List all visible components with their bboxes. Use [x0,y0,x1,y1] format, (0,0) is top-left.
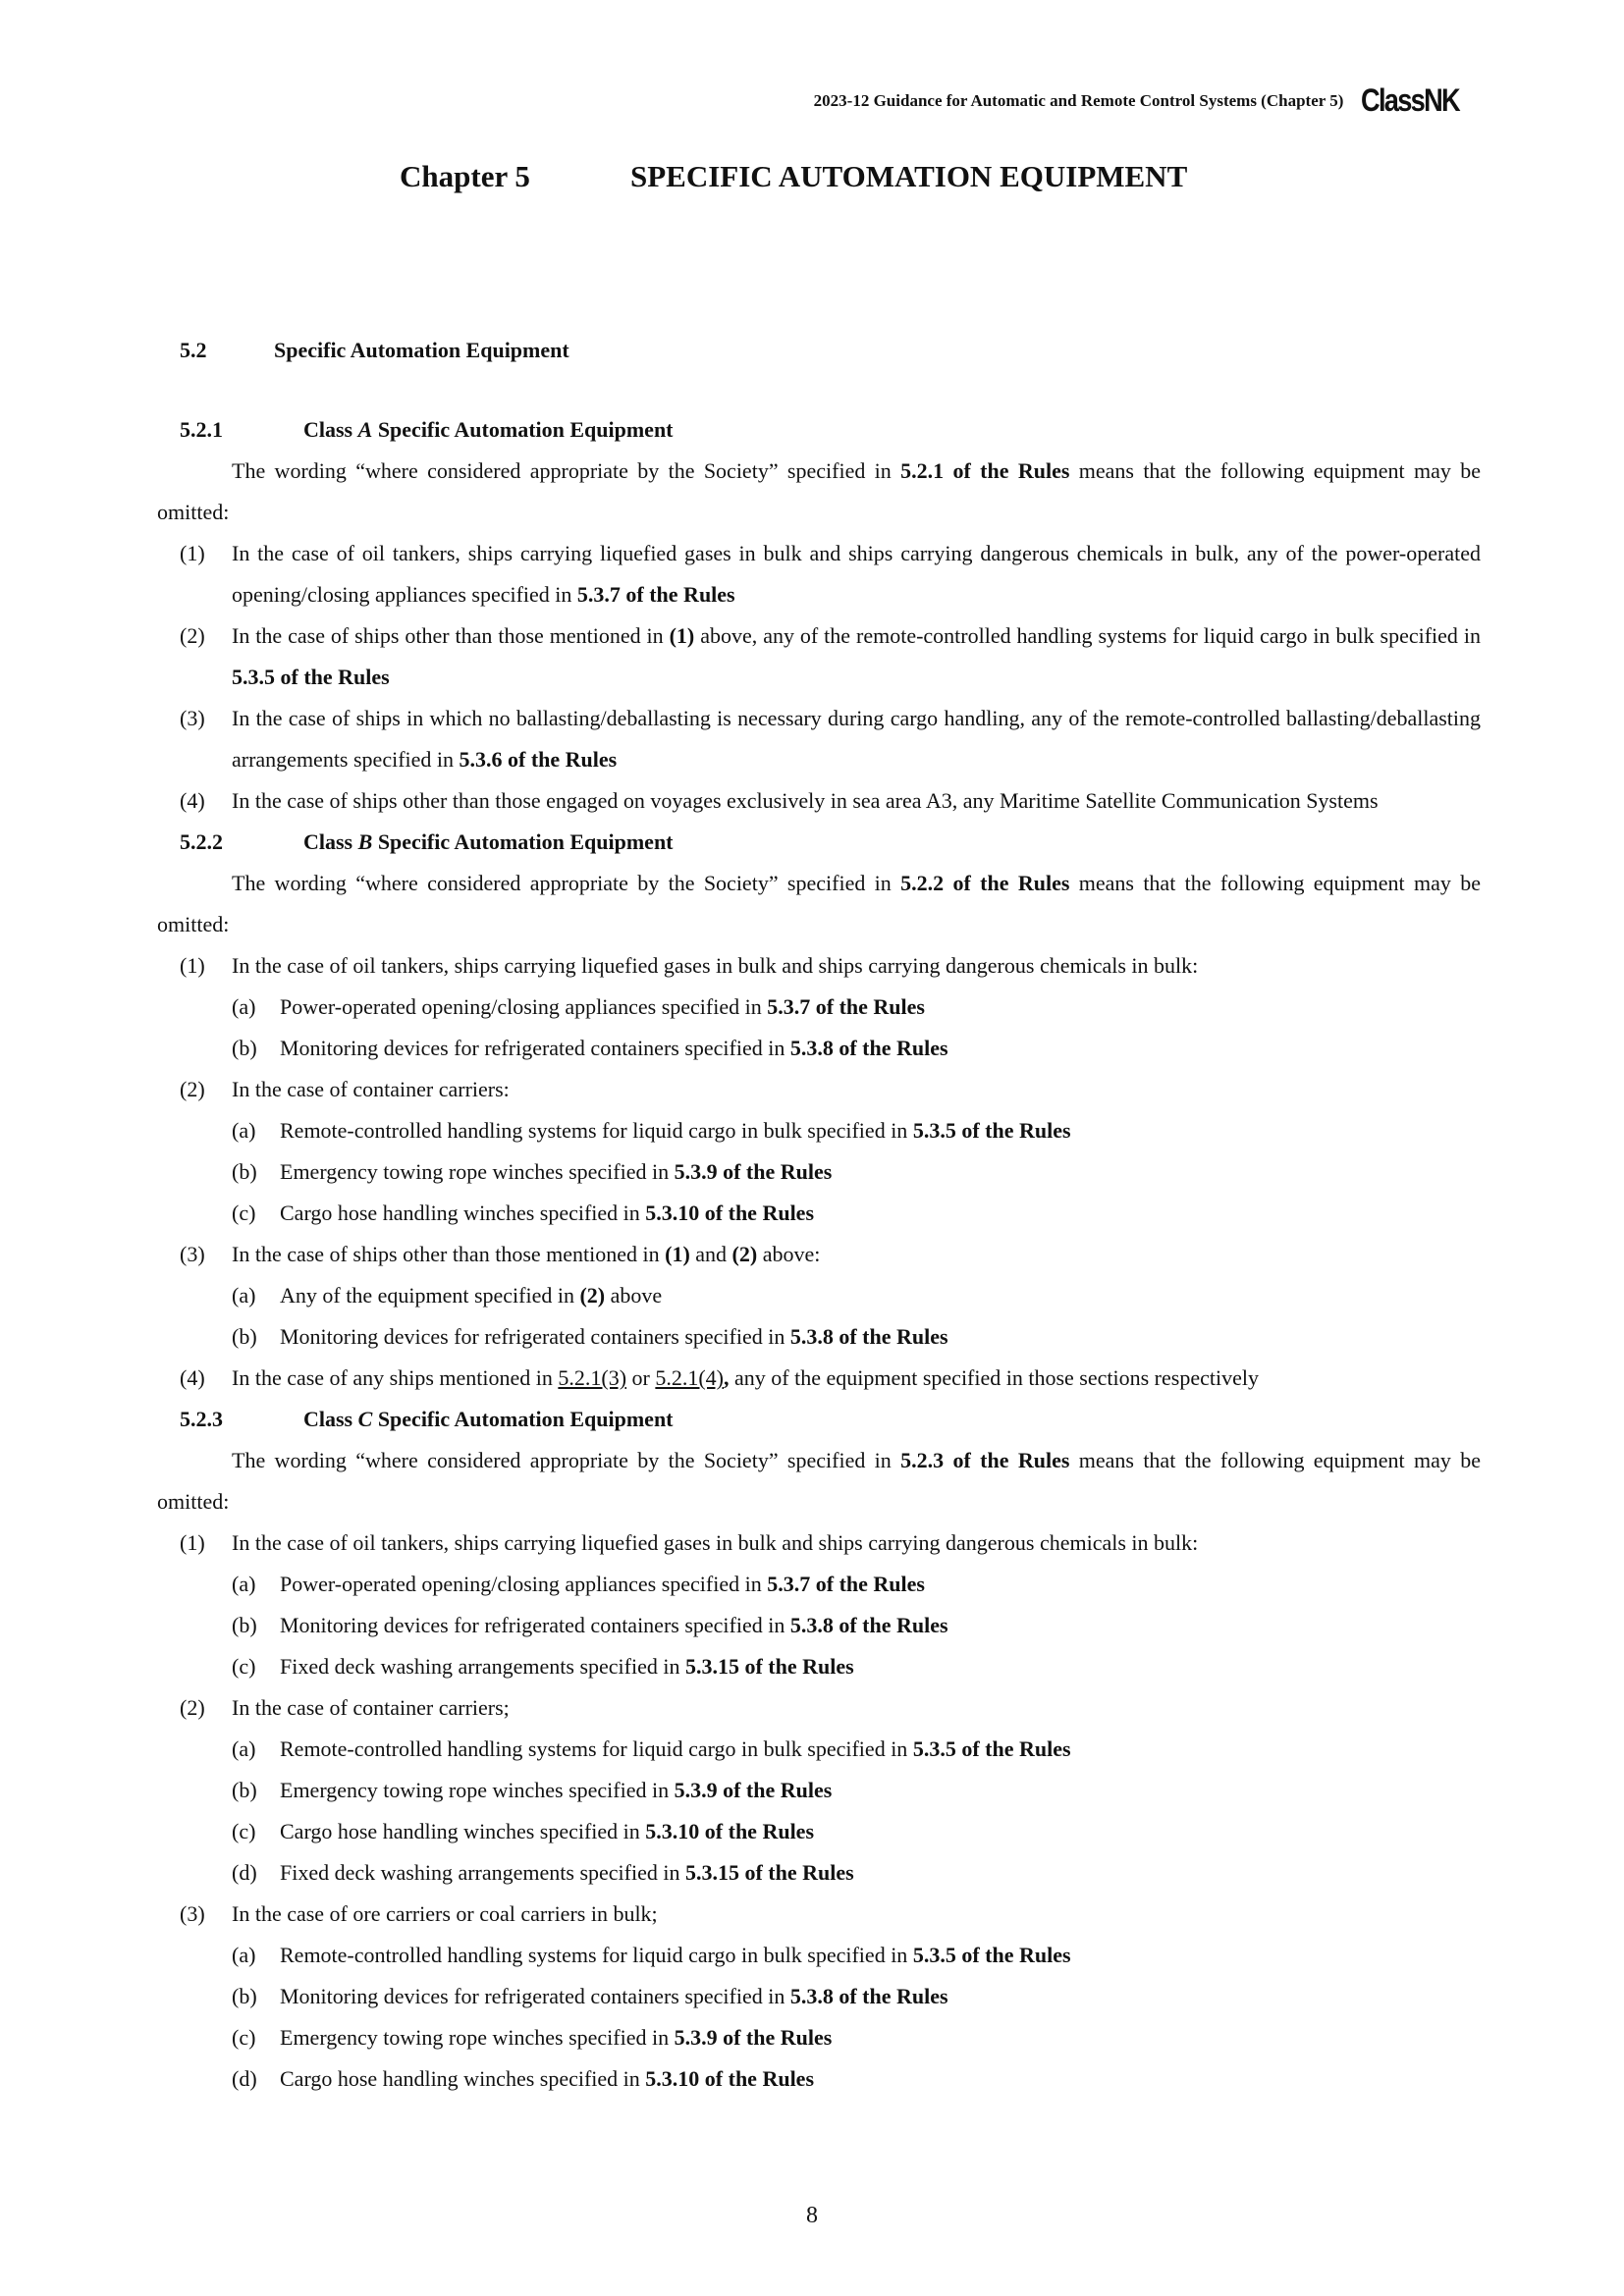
sub-item-text [280,1819,814,1843]
intro-paragraph [157,451,1481,533]
rule-reference: 5.2.1 of the Rules [900,458,1070,483]
text-run: In the case of container carriers: [232,1077,510,1101]
rule-reference: 5.3.9 of the Rules [674,1159,833,1184]
text-run: any of the equipment specified in those sections respectively [729,1365,1259,1390]
sub-item-label: (a) [232,1943,256,1967]
item-text [232,1530,1198,1555]
list-item [157,1894,1481,1935]
text-run: Any of the equipment specified in [280,1283,580,1308]
text-run: means that the following equipment may be omitted: [157,871,1481,936]
sub-item-label: (d) [232,2066,257,2091]
list-item [157,698,1481,780]
rule-reference: 5.3.8 of the Rules [789,1613,948,1637]
rule-reference: 5.3.8 of the Rules [789,1036,948,1060]
section-title: Specific Automation Equipment [274,338,569,362]
item-text [232,788,1379,813]
rule-reference: 5.3.7 of the Rules [767,1572,925,1596]
item-text [232,623,1481,689]
text-run: Cargo hose handling winches specified in [280,1201,646,1225]
text-run: Monitoring devices for refrigerated containers specified in [280,1984,790,2008]
item-text [232,1242,820,1266]
list-item [157,780,1481,822]
rule-reference: 5.3.5 of the Rules [912,1736,1071,1761]
list-item [157,1522,1481,1564]
text-run: Monitoring devices for refrigerated containers specified in [280,1613,790,1637]
sub-item-label: (b) [232,1778,257,1802]
item-label: (2) [180,1695,205,1720]
sub-item [157,1646,1481,1687]
item-text [232,1901,658,1926]
text-run: The wording “where considered appropriate by the Society” specified in [232,1448,901,1472]
text-run: In the case of ships other than those mentioned in [232,1242,666,1266]
rule-reference: 5.3.5 of the Rules [912,1943,1071,1967]
rule-reference: 5.2.3 of the Rules [900,1448,1070,1472]
text-run: above [605,1283,663,1308]
subsection-title-suffix: Specific Automation Equipment [372,829,674,854]
subsection-title [303,409,674,451]
subsection-title [303,822,674,863]
rule-reference: 5.3.9 of the Rules [674,1778,833,1802]
text-run: Remote-controlled handling systems for liquid cargo in bulk specified in [280,1736,913,1761]
intro-paragraph [157,863,1481,945]
chapter-number: Chapter 5 [400,159,530,193]
sub-item [157,2017,1481,2058]
sub-item [157,1811,1481,1852]
sub-item [157,1110,1481,1151]
sub-item-label: (a) [232,1736,256,1761]
text-run: In the case of oil tankers, ships carrying liquefied gases in bulk and ships carrying dangerous chemicals in bulk: [232,953,1199,978]
item-label: (4) [180,788,205,813]
text-run: Power-operated opening/closing appliances specified in [280,994,768,1019]
rule-reference: 5.3.8 of the Rules [789,1984,948,2008]
subsection-number: 5.2.3 [180,1407,223,1431]
text-run: Remote-controlled handling systems for liquid cargo in bulk specified in [280,1118,913,1143]
sub-item [157,1151,1481,1193]
document-body [157,409,1481,2100]
sub-item-text [280,1943,1071,1967]
subsection-class-letter: A [357,417,373,442]
text-run: Remote-controlled handling systems for liquid cargo in bulk specified in [280,1943,913,1967]
text-run: In the case of ships other than those engaged on voyages exclusively in sea area A3, any Maritime Satellite Communication Systems [232,788,1379,813]
sub-item-label: (c) [232,1819,256,1843]
text-run: means that the following equipment may be omitted: [157,458,1481,524]
text-run: Monitoring devices for refrigerated containers specified in [280,1324,790,1349]
item-label: (3) [180,706,205,730]
subsection-title-suffix: Specific Automation Equipment [372,417,674,442]
sub-item [157,1770,1481,1811]
sub-item-text [280,1201,814,1225]
item-text [232,541,1481,607]
sub-item-text [280,2025,832,2050]
rule-reference: , [724,1365,730,1390]
rule-reference: 5.3.8 of the Rules [789,1324,948,1349]
text-run: Cargo hose handling winches specified in [280,1819,646,1843]
sub-item-text [280,994,925,1019]
sub-item [157,1275,1481,1316]
item-text [232,1077,510,1101]
item-text [232,1695,510,1720]
text-run: In the case of any ships mentioned in [232,1365,559,1390]
item-label: (3) [180,1242,205,1266]
subsection-title-prefix: Class [303,829,358,854]
rule-reference: 5.3.10 of the Rules [645,2066,815,2091]
rule-reference: 5.3.10 of the Rules [645,1201,815,1225]
classnk-logo: ClassNK [1361,82,1460,118]
rule-reference: 5.3.7 of the Rules [576,582,735,607]
item-text [232,953,1198,978]
item-text [232,706,1481,772]
sub-item [157,1193,1481,1234]
rule-reference: 5.3.15 of the Rules [684,1860,854,1885]
sub-item-text [280,1572,925,1596]
section-number: 5.2 [180,338,207,362]
subsection-number: 5.2.2 [180,829,223,854]
sub-item [157,1605,1481,1646]
sub-item-label: (b) [232,1984,257,2008]
list-item [157,1234,1481,1275]
subsection-heading [157,1399,1481,1440]
text-run: Power-operated opening/closing appliances specified in [280,1572,768,1596]
sub-item [157,1729,1481,1770]
rule-reference: 5.3.9 of the Rules [674,2025,833,2050]
sub-item-label: (c) [232,2025,256,2050]
sub-item [157,2058,1481,2100]
sub-item-text [280,1654,854,1679]
sub-item-label: (a) [232,1283,256,1308]
sub-item [157,1316,1481,1358]
text-run: The wording “where considered appropriate by the Society” specified in [232,458,901,483]
intro-paragraph [157,1440,1481,1522]
item-label: (1) [180,953,205,978]
sub-item-text [280,1736,1071,1761]
rule-reference: (2) [579,1283,606,1308]
text-run: Cargo hose handling winches specified in [280,2066,646,2091]
text-run: Emergency towing rope winches specified in [280,1159,675,1184]
sub-item [157,987,1481,1028]
rule-reference: 5.3.15 of the Rules [684,1654,854,1679]
sub-item-label: (c) [232,1201,256,1225]
sub-item [157,1564,1481,1605]
item-label: (1) [180,541,205,565]
item-label: (3) [180,1901,205,1926]
text-run: In the case of oil tankers, ships carrying liquefied gases in bulk and ships carrying dangerous chemicals in bulk: [232,1530,1199,1555]
text-run: Emergency towing rope winches specified in [280,1778,675,1802]
item-label: (2) [180,623,205,648]
rule-reference: (1) [669,623,695,648]
sub-item [157,1976,1481,2017]
rule-reference: (1) [665,1242,690,1266]
sub-item-label: (a) [232,1572,256,1596]
sub-item-label: (c) [232,1654,256,1679]
text-run: means that the following equipment may be omitted: [157,1448,1481,1514]
text-run: In the case of ships other than those mentioned in [232,623,670,648]
sub-item-text [280,1860,854,1885]
sub-item-label: (b) [232,1324,257,1349]
cross-reference-link[interactable]: 5.2.1(4) [655,1365,725,1390]
chapter-title: SPECIFIC AUTOMATION EQUIPMENT [630,159,1188,193]
sub-item-label: (a) [232,994,256,1019]
sub-item-text [280,1283,662,1308]
text-run: In the case of ore carriers or coal carriers in bulk; [232,1901,658,1926]
section-heading [180,330,569,371]
subsection-class-letter: B [357,829,373,854]
text-run: Fixed deck washing arrangements specified in [280,1654,685,1679]
sub-item-text [280,2066,814,2091]
text-run: above, any of the remote-controlled handling systems for liquid cargo in bulk specified in [694,623,1481,648]
list-item [157,615,1481,698]
rule-reference: 5.3.7 of the Rules [767,994,925,1019]
sub-item-label: (b) [232,1613,257,1637]
sub-item-label: (b) [232,1159,257,1184]
rule-reference: 5.3.5 of the Rules [912,1118,1071,1143]
subsection-heading [157,409,1481,451]
rule-reference: 5.3.5 of the Rules [232,665,390,689]
sub-item-text [280,1036,948,1060]
sub-item-label: (a) [232,1118,256,1143]
subsection-heading [157,822,1481,863]
sub-item-label: (b) [232,1036,257,1060]
text-run: above: [757,1242,821,1266]
subsection-title-prefix: Class [303,1407,358,1431]
subsection-class-letter: C [357,1407,373,1431]
item-label: (1) [180,1530,205,1555]
text-run: In the case of ships in which no ballasting/deballasting is necessary during cargo handling, any of the remote-controlled ballasting/deballasting arrangements specified in [232,706,1481,772]
header-title: 2023-12 Guidance for Automatic and Remote Control Systems (Chapter 5) [813,90,1344,110]
list-item [157,533,1481,615]
sub-item [157,1028,1481,1069]
running-header [814,82,1477,119]
cross-reference-link[interactable]: 5.2.1(3) [558,1365,627,1390]
rule-reference: (2) [731,1242,758,1266]
list-item [157,945,1481,987]
sub-item-text [280,1324,948,1349]
text-run: In the case of container carriers; [232,1695,510,1720]
sub-item-text [280,1778,832,1802]
list-item [157,1687,1481,1729]
subsection-title-prefix: Class [303,417,358,442]
text-run: The wording “where considered appropriate by the Society” specified in [232,871,901,895]
rule-reference: 5.3.10 of the Rules [645,1819,815,1843]
rule-reference: 5.3.6 of the Rules [459,747,618,772]
subsection-number: 5.2.1 [180,417,223,442]
list-item [157,1069,1481,1110]
subsection-title-suffix: Specific Automation Equipment [372,1407,674,1431]
item-text [232,1365,1259,1390]
text-run: Emergency towing rope winches specified in [280,2025,675,2050]
text-run: and [689,1242,732,1266]
page-number: 8 [806,2203,818,2228]
text-run: Monitoring devices for refrigerated containers specified in [280,1036,790,1060]
sub-item-label: (d) [232,1860,257,1885]
sub-item-text [280,1118,1071,1143]
sub-item [157,1935,1481,1976]
sub-item-text [280,1159,832,1184]
sub-item [157,1852,1481,1894]
text-run: Fixed deck washing arrangements specified in [280,1860,685,1885]
list-item [157,1358,1481,1399]
sub-item-text [280,1613,948,1637]
item-label: (2) [180,1077,205,1101]
text-run: or [626,1365,656,1390]
text-run: In the case of oil tankers, ships carrying liquefied gases in bulk and ships carrying dangerous chemicals in bulk, any of the power-operated opening/closing appliances specified in [232,541,1481,607]
rule-reference: 5.2.2 of the Rules [900,871,1070,895]
sub-item-text [280,1984,948,2008]
item-label: (4) [180,1365,205,1390]
subsection-title [303,1399,674,1440]
